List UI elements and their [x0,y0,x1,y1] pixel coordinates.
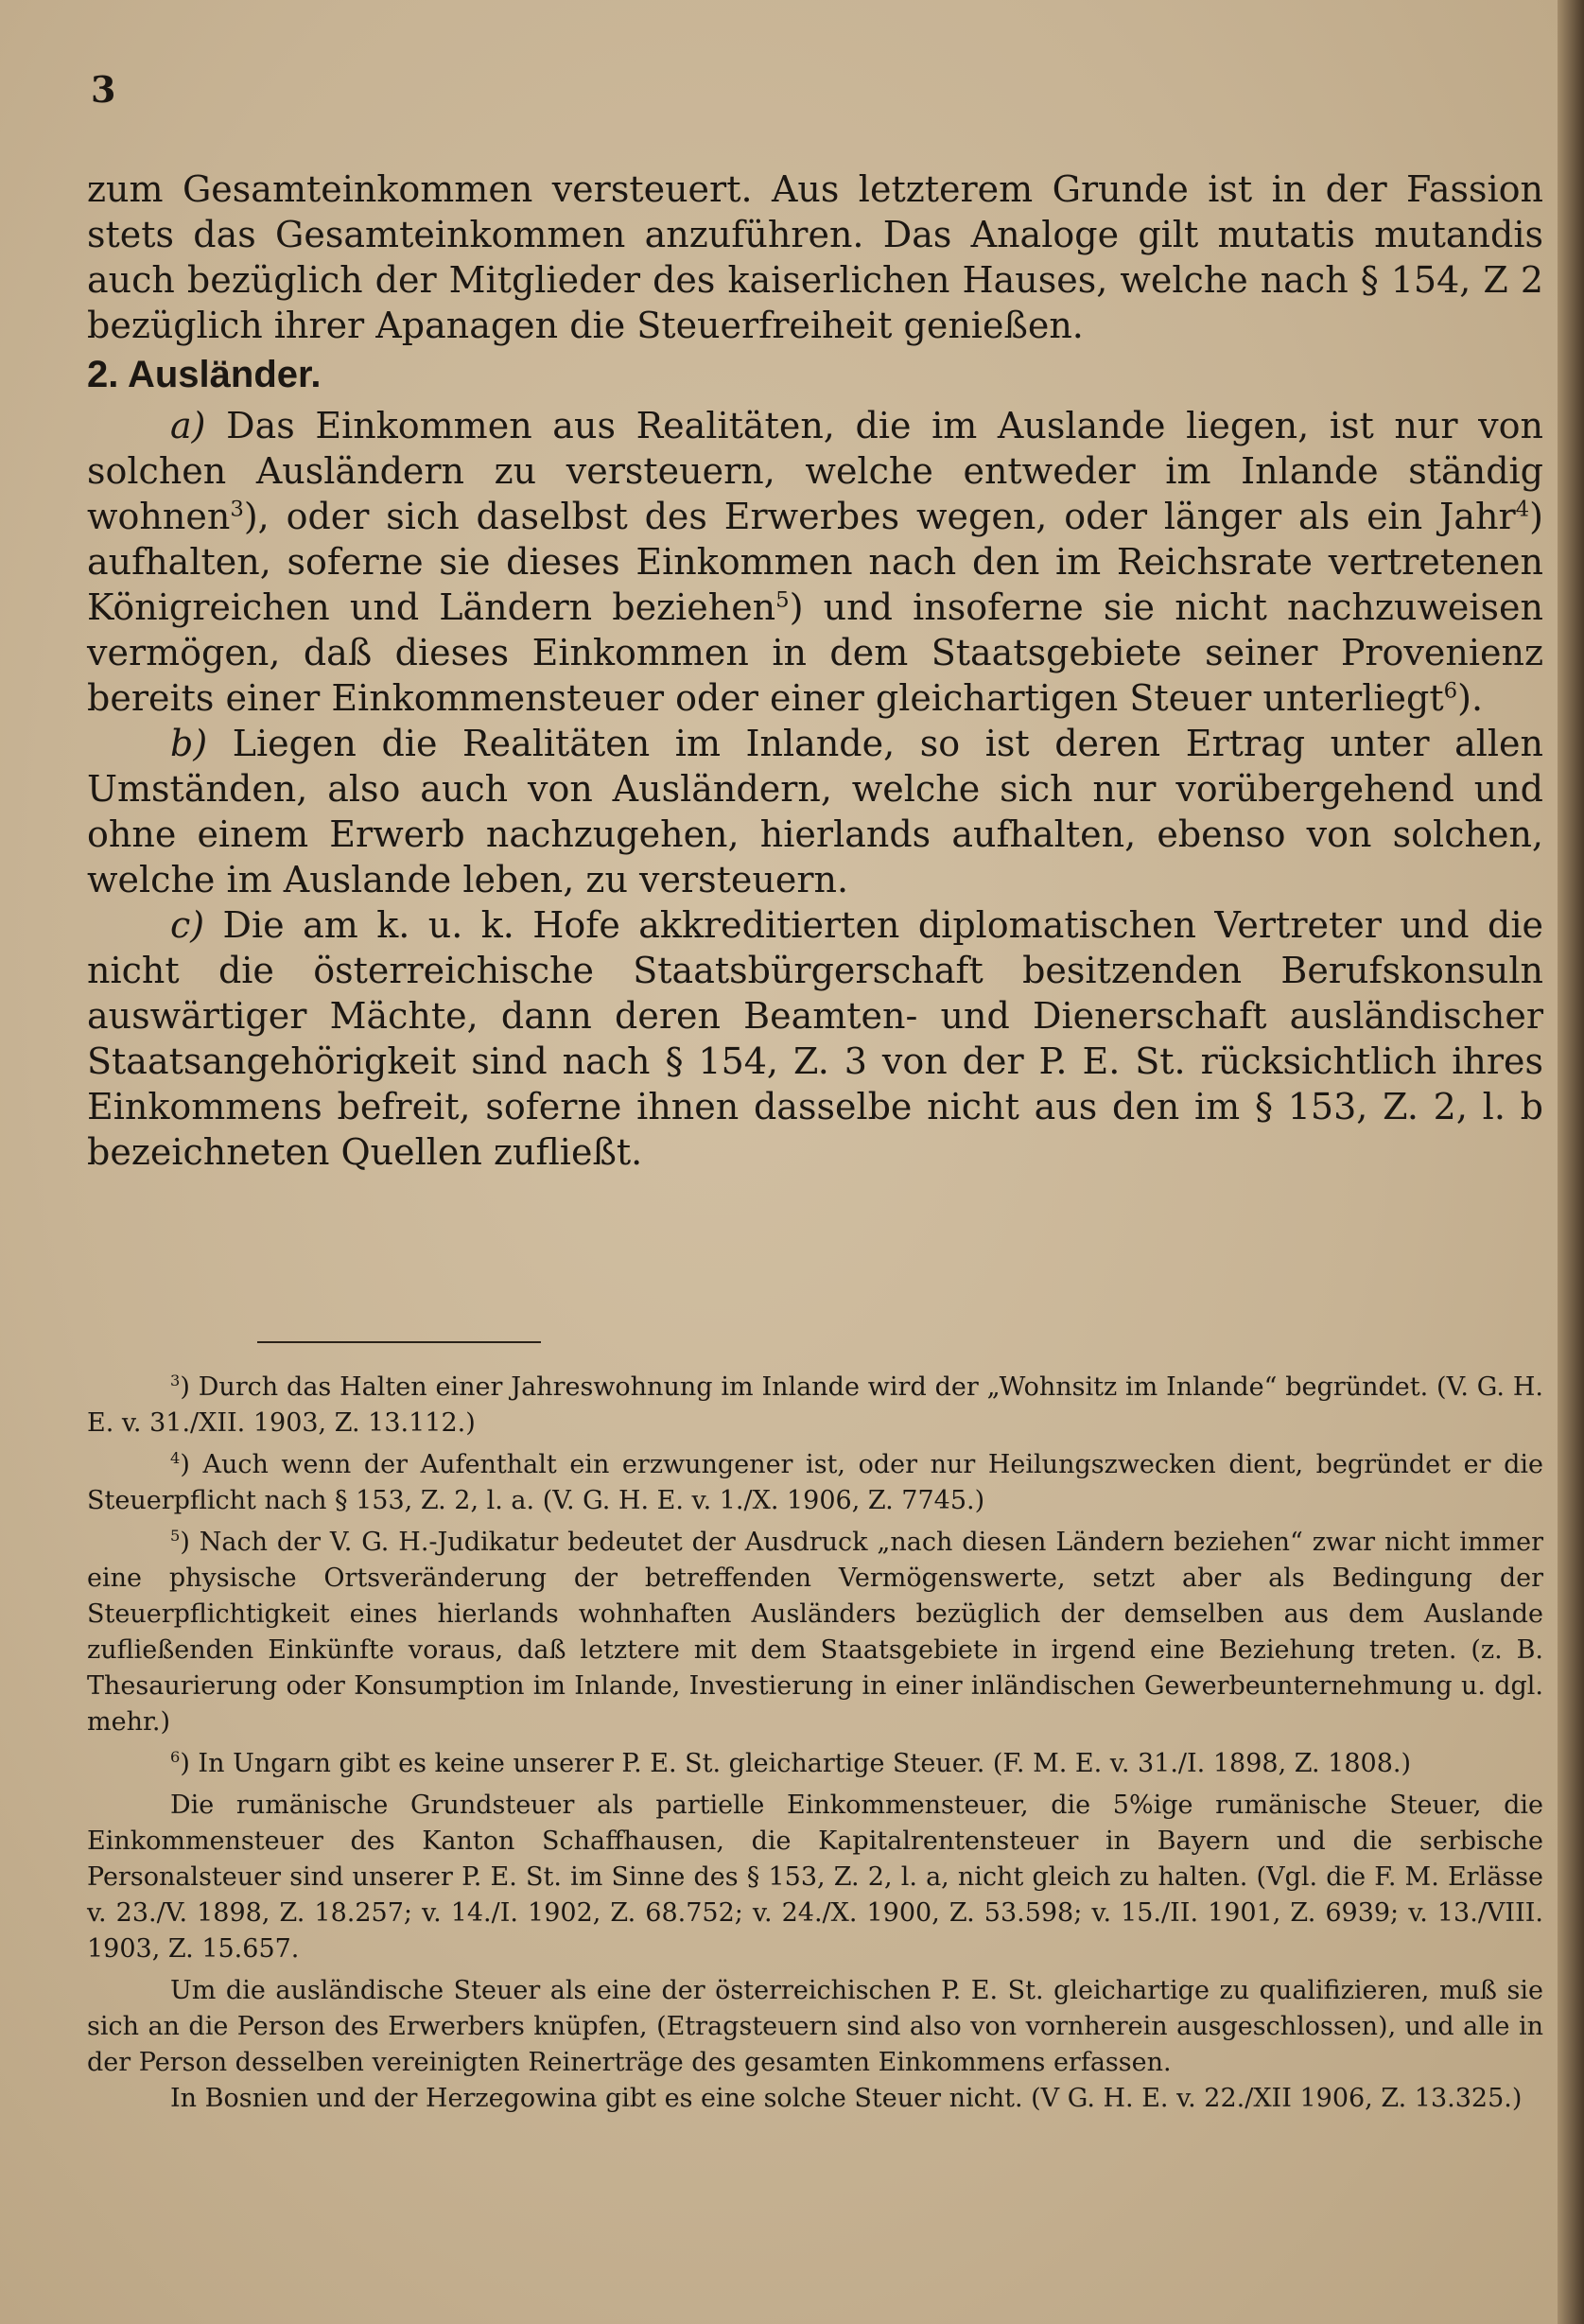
paragraph-a-text-1: Das Einkommen aus Realitäten, die im Auslande liegen, ist nur von solchen Ausländern zu versteuern, welche entweder im Inlande ständig wohnen [87,405,1543,537]
paragraph-c [87,902,1543,1175]
paragraph-a-text-2: ), oder sich daselbst des Erwerbes wegen, oder länger als ein Jahr [243,496,1516,537]
footnote-4-text: ) Auch wenn der Aufenthalt ein erzwungener ist, oder nur Heilungszwecken dient, begründet er die Steuerpflicht nach § 153, Z. 2, l. a. (V. G. H. E. v. 1./X. 1906, Z. 7745.) [87,1450,1543,1515]
footnote-3 [87,1370,1543,1442]
main-text [87,166,1543,1175]
page-edge-shadow [1558,0,1584,2324]
footnote-5-number: 5 [170,1527,181,1545]
footnote-ref-5: 5 [775,587,790,613]
footnote-6 [87,1746,1543,1782]
footnote-divider [257,1341,541,1343]
paragraph-intro: zum Gesamteinkommen versteuert. Aus letzterem Grunde ist in der Fassion stets das Gesamteinkommen anzuführen. Das Analoge gilt mutatis mutandis auch bezüglich der Mitglieder des kaiserlichen Hauses, welche nach § 154, Z 2 bezüglich ihrer Apanagen die Steuerfreiheit genießen. [87,168,1543,346]
paragraph-a-text-3: ) aufhalten, soferne sie dieses Einkommen nach den im Reichsrate vertretenen Königreichen und Ländern beziehen [87,496,1543,628]
footnote-4-number: 4 [170,1449,181,1467]
paragraph-a-text-4: ) und insoferne sie nicht nachzuweisen vermögen, daß dieses Einkommen in dem Staatsgebiete seiner Provenienz bereits einer Einkommensteuer oder einer gleichartigen Steuer unterliegt [87,586,1544,719]
footnote-5 [87,1525,1543,1740]
paragraph-a-label: a) [170,405,206,446]
footnote-6-continuation-1: Die rumänische Grundsteuer als partielle Einkommensteuer, die 5%ige rumänische Steuer, die Einkommensteuer des Kanton Schaffhausen, die Kapitalrentensteuer in Bayern und die serbische Personalsteuer sind unserer P. E. St. im Sinne des § 153, Z. 2, l. a, nicht gleich zu halten. (Vgl. die F. M. Erlässe v. 23./V. 1898, Z. 18.257; v. 14./I. 1902, Z. 68.752; v. 24./X. 1900, Z. 53.598; v. 15./II. 1901, Z. 6939; v. 13./VIII. 1903, Z. 15.657. [87,1791,1543,1964]
paragraph-c-text: Die am k. u. k. Hofe akkreditierten diplomatischen Vertreter und die nicht die österreichische Staatsbürgerschaft besitzenden Berufskonsuln auswärtiger Mächte, dann deren Beamten- und Dienerschaft ausländischer Staatsangehörigkeit sind nach § 154, Z. 3 von der P. E. St. rücksichtlich ihres Einkommens befreit, soferne ihnen dasselbe nicht aus den im § 153, Z. 2, l. b bezeichneten Quellen zufließt. [87,904,1543,1173]
footnote-6-continuation-2: Um die ausländische Steuer als eine der österreichischen P. E. St. gleichartige zu qualifizieren, muß sie sich an die Person des Erwerbers knüpfen, (Etragsteuern sind also von vornherein ausgeschlossen), und alle in der Person desselben vereinigten Reinerträge des gesamten Einkommens erfassen. [87,1976,1543,2077]
paragraph-a-text-5: ). [1457,677,1484,719]
footnote-5-text: ) Nach der V. G. H.-Judikatur bedeutet der Ausdruck „nach diesen Ländern beziehen“ zwar nicht immer eine physische Ortsveränderung der betreffenden Vermögenswerte, setzt aber als Bedingung der Steuerpflichtigkeit eines hierlands wohnhaften Ausländers bezüglich der demselben aus dem Auslande zufließenden Einkünfte voraus, daß letztere mit dem Staatsgebiete in irgend eine Beziehung treten. (z. B. Thesaurierung oder Konsumption im Inlande, Investierung in einer inländischen Gewerbeunternehmung u. dgl. mehr.) [87,1528,1543,1737]
page-number: 3 [91,68,116,111]
footnote-4 [87,1447,1543,1519]
paragraph-b [87,721,1543,902]
paragraph-b-label: b) [170,723,208,764]
footnote-ref-3: 3 [230,497,244,522]
paragraph-b-text: Liegen die Realitäten im Inlande, so ist deren Ertrag unter allen Umständen, also auch von Ausländern, welche sich nur vorübergehend und ohne einem Erwerb nachzugehen, hierlands aufhalten, ebenso von solchen, welche im Auslande leben, zu versteuern. [87,723,1543,900]
footnote-3-text: ) Durch das Halten einer Jahreswohnung im Inlande wird der „Wohnsitz im Inlande“ begründet. (V. G. H. E. v. 31./XII. 1903, Z. 13.112.) [87,1372,1543,1438]
section-heading: 2. Ausländer. [87,354,322,395]
footnote-ref-4: 4 [1515,497,1530,522]
footnotes [87,1370,1543,2117]
footnote-6-number: 6 [170,1748,181,1766]
paragraph-c-label: c) [170,904,205,946]
footnote-ref-6: 6 [1443,678,1458,704]
paragraph-a [87,403,1543,721]
footnote-3-number: 3 [170,1372,181,1389]
footnote-6-continuation-3: In Bosnien und der Herzegowina gibt es eine solche Steuer nicht. (V G. H. E. v. 22./XII 1906, Z. 13.325.) [170,2084,1523,2113]
footnote-6-text: ) In Ungarn gibt es keine unserer P. E. St. gleichartige Steuer. (F. M. E. v. 31./I. 1898, Z. 1808.) [180,1749,1412,1778]
